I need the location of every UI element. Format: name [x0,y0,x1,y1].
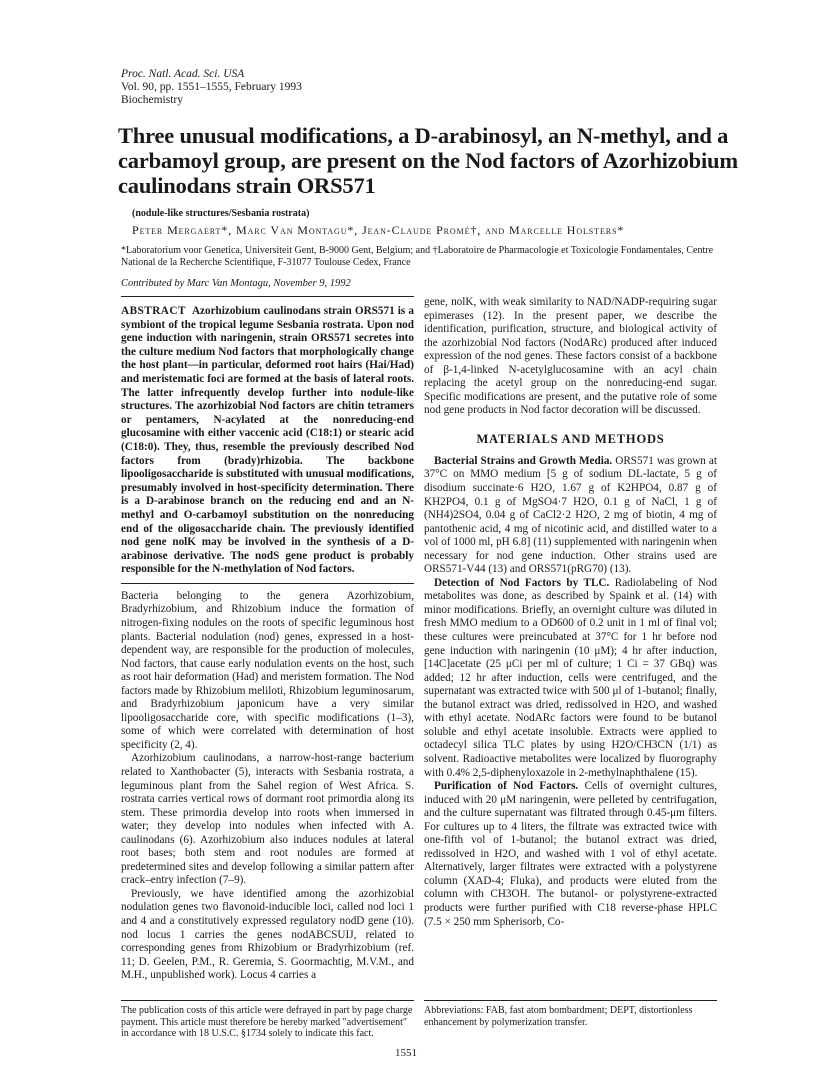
left-column [121,296,414,983]
methods-paragraph [424,455,717,577]
page-number: 1551 [395,1047,417,1059]
article-title: Three unusual modifications, a D-arabinosyl, an N-methyl, and a carbamoyl group, are present on the Nod factors of Azorhizobium caulinodans strain ORS571 [118,123,738,198]
affiliation: *Laboratorium voor Genetica, Universiteit Gent, B-9000 Gent, Belgium; and †Laboratoire de Pharmacologie et Toxicologie Fondamentales, Centre National de la Recherche Scientifique, F-31077 Toulouse Cedex, France [121,245,714,268]
methods-subheading: Bacterial Strains and Growth Media. [434,454,613,467]
abstract-label: ABSTRACT [121,305,186,317]
author-list: Peter Mergaert*, Marc Van Montagu*, Jean-Claude Promé†, and Marcelle Holsters* [132,223,625,237]
methods-paragraph [424,577,717,780]
contributed-by: Contributed by Marc Van Montagu, November 9, 1992 [121,278,351,289]
methods-text: Cells of overnight cultures, induced with 20 μM naringenin, were pelleted by centrifugation, and the culture supernatant was filtrated through 0.45-μm filters. For cultures up to 4 liters, the filtrate was extracted twice with one-fifth vol of 1-butanol; the butanol extract was dried, redissolved in H2O, and washed with 1 vol of ethyl acetate. Alternatively, larger filtrates were extracted with a polystyrene column (XAD-4; Fluka), and products were eluted from the column with CH3OH. The butanol- or polystyrene-extracted products were further purified with C18 reverse-phase HPLC (7.5 × 250 mm Spherisorb, Co- [424,780,718,928]
footnote-divider [121,1000,414,1001]
journal-volume: Vol. 90, pp. 1551–1555, February 1993 [121,81,302,93]
introduction [121,590,414,983]
methods-subheading: Purification of Nod Factors. [434,780,579,793]
article-subtitle: (nodule-like structures/Sesbania rostrata) [132,208,310,219]
journal-section: Biochemistry [121,94,183,106]
methods-subheading: Detection of Nod Factors by TLC. [434,576,610,589]
methods-paragraph [424,780,717,929]
intro-paragraph: Previously, we have identified among the azorhizobial nodulation genes two flavonoid-inducible loci, called nod loci 1 and 4 and a constitutively expressed regulatory nodD gene (10). nod locus 1 carries the genes nodABCSUIJ, related to corresponding genes from Rhizobium or Bradyrhizobium (ref. 11; D. Geelen, P.M., R. Geremia, S. Goormachtig, M.V.M., and M.H., unpublished work). Locus 4 carries a [121,887,414,982]
publication-footnote: The publication costs of this article were defrayed in part by page charge payment. This article must therefore be hereby marked "advertisement" in accordance with 18 U.S.C. §1734 solely to indicate this fact. [121,1005,413,1039]
intro-continued-paragraph: gene, nolK, with weak similarity to NAD/NADP-requiring sugar epimerases (12). In the present paper, we describe the identification, purification, structure, and biological activity of the azorhizobial Nod factors (NodARc) produced after induced expression of the nod genes. These factors consist of a backbone of β-1,4-linked N-acetylglucosamine with an acyl chain replacing the acetyl group on the nonreducing-end sugar. Specific modifications are present, and the putative role of some nod gene products in Nod factor decoration will be discussed. [424,296,717,417]
abbreviations-divider [424,1000,717,1001]
methods-section [424,455,717,929]
abbreviations-footnote: Abbreviations: FAB, fast atom bombardment; DEPT, distortionless enhancement by polymerization transfer. [424,1005,693,1028]
methods-text: ORS571 was grown at 37°C on MMO medium [5 g of sodium DL-lactate, 5 g of disodium succinate·6 H2O, 1.67 g of K2HPO4, 0.87 g of KH2PO4, 0.1 g of MgSO4·7 H2O, 0.1 g of NaCl, 1 g of (NH4)2SO4, 0.04 g of CaCl2·2 H2O, 2 mg of biotin, 4 mg of pantothenic acid, 4 mg of nicotinic acid, and distilled water to a vol of 1000 ml, pH 6.8] (11) supplemented with naringenin when necessary for nod gene induction. Other strains used are ORS571-V44 (13) and ORS571(pRG70) (13). [424,454,717,576]
abstract-text: Azorhizobium caulinodans strain ORS571 is a symbiont of the tropical legume Sesbania rostrata. Upon nod gene induction with naringenin, strain ORS571 secretes into the culture medium Nod factors that morphologically change the host plant—in particular, deformed root hairs (Hai/Had) and meristematic foci are formed at the basis of lateral roots. The latter infrequently develop further into nodule-like structures. The azorhizobial Nod factors are chitin tetramers or pentamers, N-acylated at the nonreducing-end glucosamine with either vaccenic acid (C18:1) or stearic acid (C18:0). They, thus, resemble the previously described Nod factors from (brady)rhizobia. The backbone lipooligosaccharide is substituted with unusual modifications, presumably involved in host-specificity determination. There is a D-arabinose branch on the reducing end and an N-methyl and O-carbamoyl substitution on the nonreducing end of the oligosaccharide chain. The previously identified nod gene nolK may be involved in the synthesis of a D-arabinose derivative. The nodS gene product is probably responsible for the N-methylation of Nod factors. [121,305,414,576]
introduction-continued [424,296,717,418]
abstract [121,296,414,584]
methods-heading: MATERIALS AND METHODS [476,431,665,446]
right-column [424,296,717,929]
journal-header [121,68,302,107]
intro-paragraph: Azorhizobium caulinodans, a narrow-host-range bacterium related to Xanthobacter (5), interacts with Sesbania rostrata, a leguminous plant from the Sahel region of West Africa. S. rostrata carries vertical rows of dormant root primordia along its stem. These primordia develop into roots when immersed in water; they develop into nodules when infected with A. caulinodans (6). Azorhizobium also induces nodules at lateral root bases; both stem and root nodules are formed at predetermined sites and develop following a similar pattern after crack–entry infection (7–9). [121,752,414,887]
methods-text: Radiolabeling of Nod metabolites was done, as described by Spaink et al. (14) with minor modifications. Briefly, an overnight culture was diluted in fresh MMO medium to a OD600 of 0.2 unit in 1 ml of final vol; these cultures were preincubated at 37°C for 1 hr before nod gene induction with naringenin (10 μM); 4 hr after induction, [14C]acetate (25 μCi per ml of culture; 1 Ci = 37 GBq) was added; 12 hr after induction, cells were centrifuged, and the supernatant was extracted twice with 500 μl of 1-butanol; finally, the butanol extract was dried, redissolved in H2O, and washed with ethyl acetate. NodARc factors were found to be butanol soluble and ethyl acetate insoluble. Extracts were applied to octadecyl silica TLC plates by using H2O/CH3CN (1/1) as solvent. Radioactive metabolites were localized by fluorography with 0.4% 2,5-diphenyloxazole in 2-methylnaphthalene (15). [424,576,717,779]
intro-paragraph: Bacteria belonging to the genera Azorhizobium, Bradyrhizobium, and Rhizobium induce the formation of nitrogen-fixing nodules on the roots of specific leguminous host plants. Bacterial nodulation (nod) genes, expressed in a host-dependent way, are responsible for the production of molecules, Nod factors, that cause early nodulation events on the host, such as root hair deformation (Had) and meristem formation. The Nod factors made by Rhizobium meliloti, Rhizobium leguminosarum, and Bradyrhizobium japonicum have a very similar lipooligosaccharide core, with specific modifications (1–3), some of which were correlated with determination of host specificity (2, 4). [121,589,414,751]
journal-name: Proc. Natl. Acad. Sci. USA [121,68,245,80]
